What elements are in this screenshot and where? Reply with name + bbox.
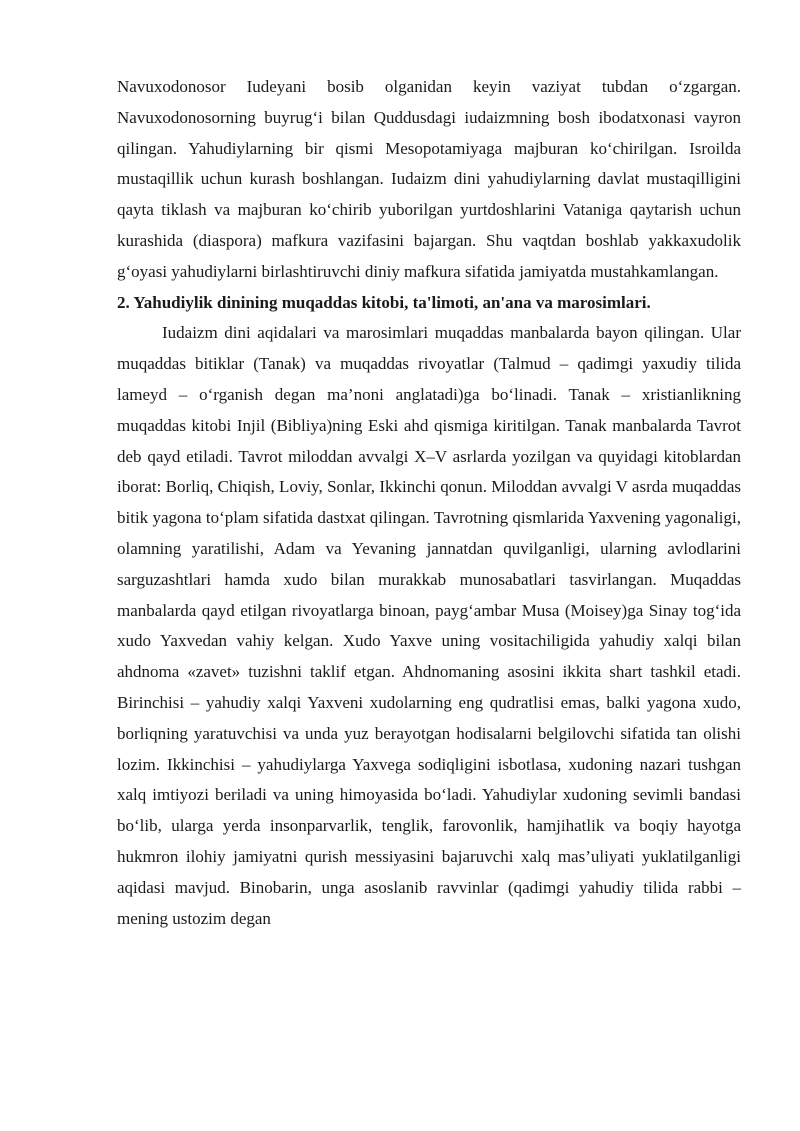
paragraph-body: Iudaizm dini aqidalari va marosimlari muqaddas manbalarda bayon qilingan. Ular muqaddas bitiklar (Tanak) va muqaddas rivoyatlar (Talmud – qadimgi yaxudiy tilida lameyd – o‘rganish degan ma’noni anglatadi)ga bo‘linadi. Tanak – xristianlikning muqaddas kitobi Injil (Bibliya)ning Eski ahd qismiga kiritilgan. Tanak manbalarda Tavrot deb qayd etiladi. Tavrot miloddan avvalgi X–V asrlarda yozilgan va quyidagi kitoblardan iborat: Borliq, Chiqish, Loviy, Sonlar, Ikkinchi qonun. Miloddan avvalgi V asrda muqaddas bitik yagona to‘plam sifatida dastxat qilingan. Tavrotning qismlarida Yaxvening yagonaligi, olamning yaratilishi, Adam va Yevaning jannatdan quvilganligi, ularning avlodlarini sarguzashtlari hamda xudo bilan murakkab munosabatlari tasvirlangan. Muqaddas manbalarda qayd etilgan rivoyatlarga binoan, payg‘ambar Musa (Moisey)ga Sinay tog‘ida xudo Yaxvedan vahiy kelgan. Xudo Yaxve uning vositachiligida yahudiy xalqi bilan ahdnoma «zavet» tuzishni taklif etgan. Ahdnomaning asosini ikkita shart tashkil etadi. Birinchisi – yahudiy xalqi Yaxveni xudolarning eng qudratlisi emas, balki yagona xudo, borliqning yaratuvchisi va unda yuz berayotgan hodisalarni belgilovchi sifatida tan olishi lozim. Ikkinchisi – yahudiylarga Yaxvega sodiqligini isbotlasa, xudoning nazari tushgan xalq imtiyozi beriladi va uning himoyasida bo‘ladi. Yahudiylar xudoning sevimli bandasi bo‘lib, ularga yerda insonparvarlik, tenglik, farovonlik, hamjihatlik va boqiy hayotga hukmron ilohiy jamiyatni qurish messiyasini bajaruvchi xalq mas’uliyati yuklatilganligi aqidasi mavjud. Binobarin, unga asoslanib ravvinlar (qadimgi yahudiy tilida rabbi – mening ustozim degan <box>117 323 741 928</box>
document-page <box>117 72 741 934</box>
section-heading: 2. Yahudiylik dinining muqaddas kitobi, ta'limoti, an'ana va marosimlari. <box>117 292 651 312</box>
paragraph-intro: Navuxodonosor Iudeyani bosib olganidan keyin vaziyat tubdan o‘zgargan. Navuxodonosorning buyrug‘i bilan Quddusdagi iudaizmning bosh ibodatxonasi vayron qilingan. Yahudiylarning bir qismi Mesopotamiyaga majburan ko‘chirilgan. Isroilda mustaqillik uchun kurash boshlangan. Iudaizm dini yahudiylarning davlat mustaqilligini qayta tiklash va majburan ko‘chirib yuborilgan yurtdoshlarini Vataniga qaytarish uchun kurashida (diaspora) mafkura vazifasini bajargan. Shu vaqtdan boshlab yakkaxudolik g‘oyasi yahudiylarni birlashtiruvchi diniy mafkura sifatida jamiyatda mustahkamlangan. <box>117 77 741 281</box>
